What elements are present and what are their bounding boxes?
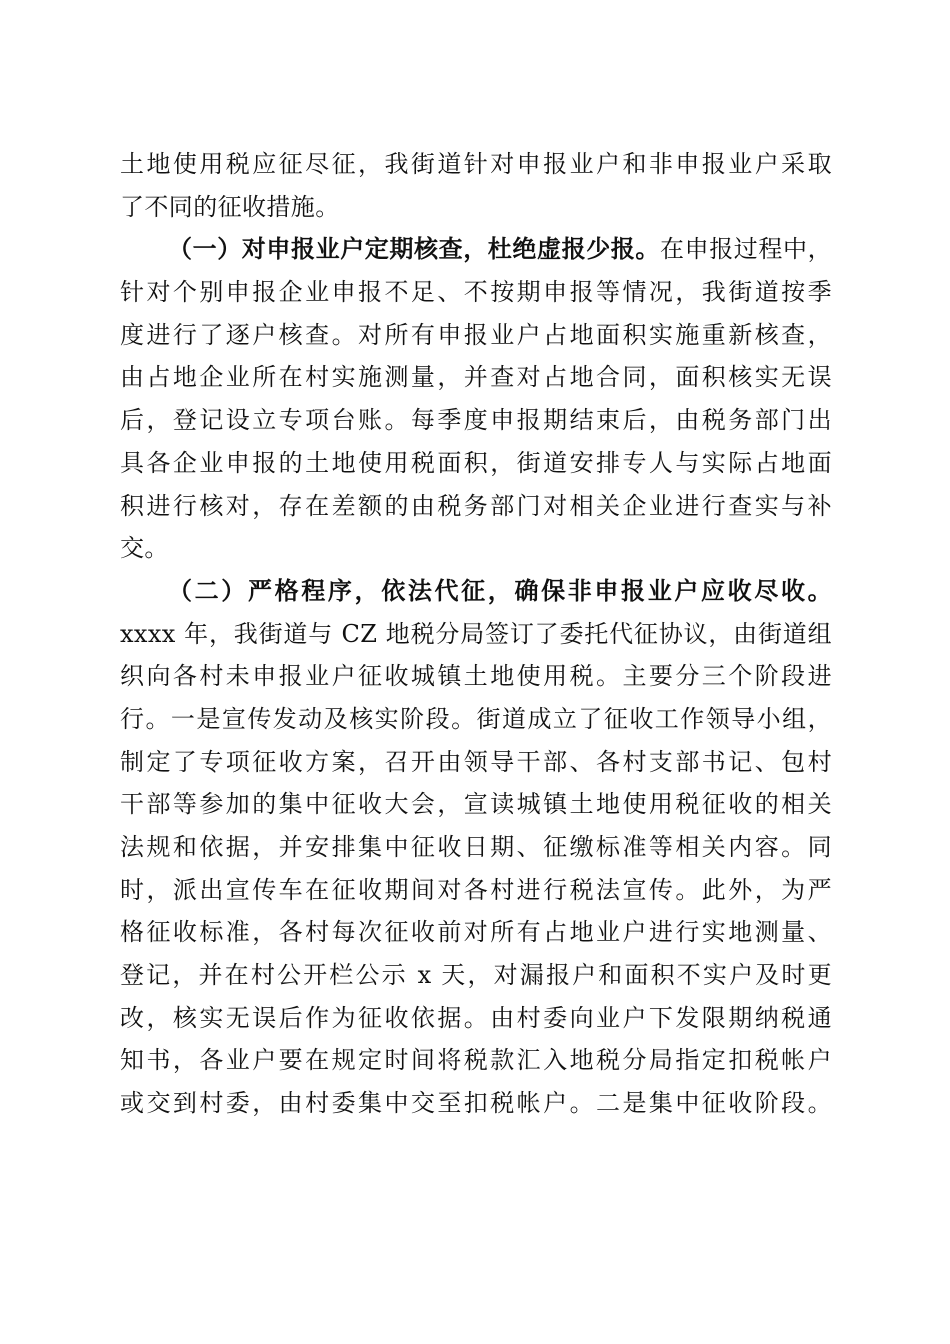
paragraph-line: 积进行核对，存在差额的由税务部门对相关企业进行查实与补 <box>120 491 832 520</box>
paragraph-line: 交。 <box>120 534 169 563</box>
paragraph-line: 登记，并在村公开栏公示 x 天，对漏报户和面积不实户及时更 <box>120 961 832 990</box>
paragraph-line: 法规和依据，并安排集中征收日期、征缴标准等相关内容。同 <box>120 833 832 861</box>
paragraph-line: 或交到村委，由村委集中交至扣税帐户。二是集中征收阶段。 <box>120 1089 832 1118</box>
paragraph-line: 干部等参加的集中征收大会，宣读城镇土地使用税征收的相关 <box>120 790 832 819</box>
paragraph-line: 格征收标准，各村每次征收前对所有占地业户进行实地测量、 <box>120 918 832 947</box>
section-heading-2: （二）严格程序，依法代征，确保非申报业户应收尽收。 <box>168 575 832 605</box>
paragraph-line: 行。一是宣传发动及核实阶段。街道成立了征收工作领导小组， <box>120 704 832 733</box>
section-heading-1: （一）对申报业户定期核查，杜绝虚报少报。 <box>168 234 660 264</box>
document-page <box>120 143 832 1125</box>
paragraph-text: 在申报过程中， <box>660 235 832 264</box>
paragraph-line: 针对个别申报企业申报不足、不按期申报等情况，我街道按季 <box>120 278 832 307</box>
paragraph-line: 制定了专项征收方案，召开由领导干部、各村支部书记、包村 <box>120 747 832 776</box>
paragraph-line: 由占地企业所在村实施测量，并查对占地合同，面积核实无误 <box>120 363 832 392</box>
paragraph-line: xxxx 年，我街道与 CZ 地税分局签订了委托代征协议，由街道组 <box>120 619 832 648</box>
paragraph-line: 织向各村未申报业户征收城镇土地使用税。主要分三个阶段进 <box>120 662 832 691</box>
section-heading-line <box>120 228 832 271</box>
paragraph-line: 度进行了逐户核查。对所有申报业户占地面积实施重新核查， <box>120 320 832 349</box>
paragraph-line: 知书，各业户要在规定时间将税款汇入地税分局指定扣税帐户 <box>120 1046 832 1075</box>
paragraph-line: 时，派出宣传车在征收期间对各村进行税法宣传。此外，为严 <box>120 875 832 904</box>
paragraph-line: 后，登记设立专项台账。每季度申报期结束后，由税务部门出 <box>120 406 832 435</box>
paragraph-line: 了不同的征收措施。 <box>120 192 340 221</box>
paragraph-line: 改，核实无误后作为征收依据。由村委向业户下发限期纳税通 <box>120 1003 832 1032</box>
paragraph-line: 具各企业申报的土地使用税面积，街道安排专人与实际占地面 <box>120 448 832 477</box>
paragraph-line: 土地使用税应征尽征，我街道针对申报业户和非申报业户采取 <box>120 150 832 178</box>
